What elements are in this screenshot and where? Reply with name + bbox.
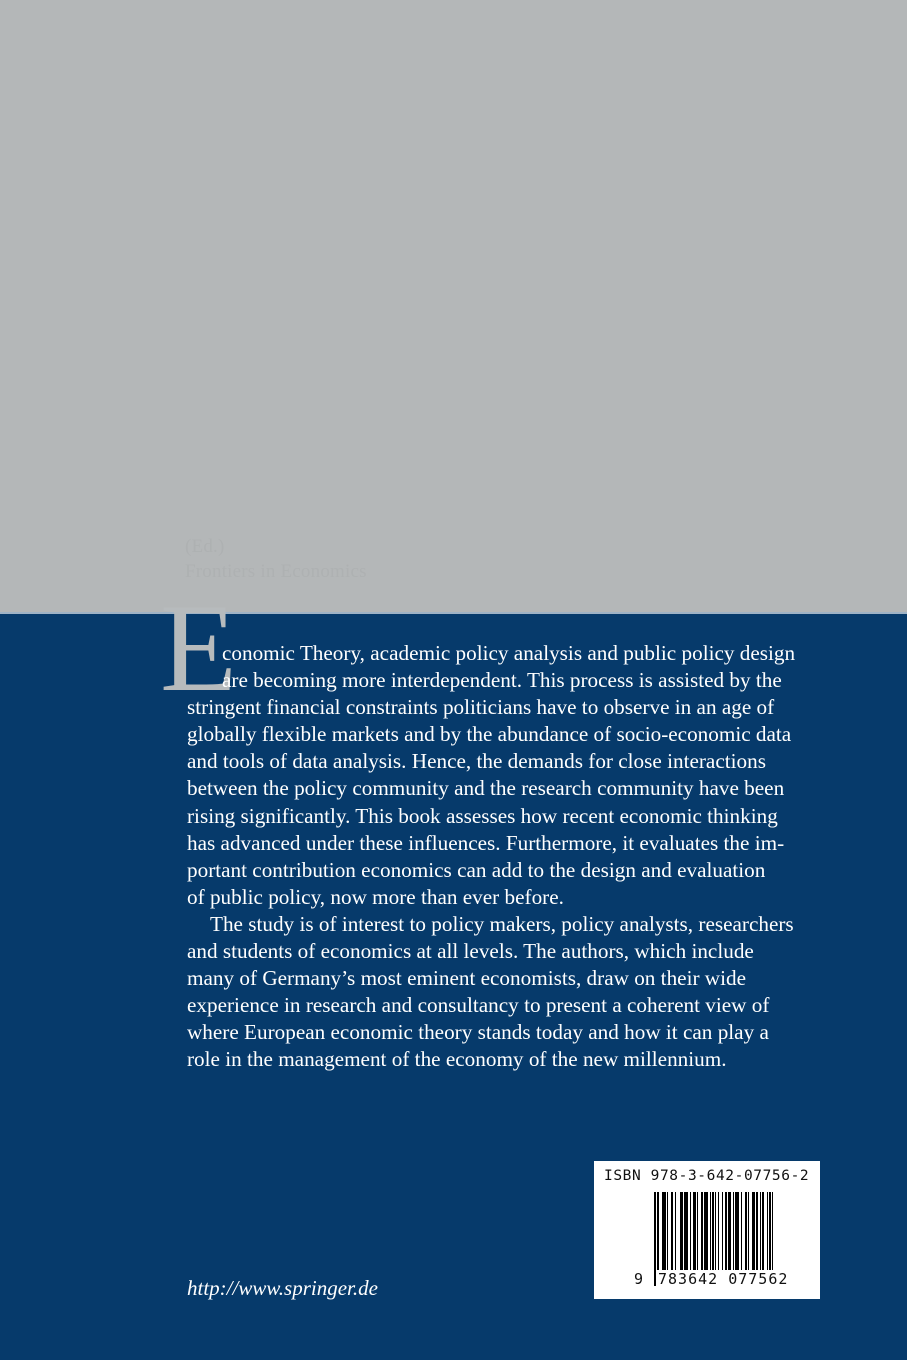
blurb-line: and tools of data analysis. Hence, the demands for close interactions xyxy=(187,749,766,774)
isbn-barcode xyxy=(594,1161,820,1299)
ean-rest-digits: 783642 077562 xyxy=(658,1270,789,1288)
blurb-line: between the policy community and the research community have been xyxy=(187,776,785,801)
blurb-paragraph-1 xyxy=(187,640,827,911)
blurb-line: has advanced under these influences. Furthermore, it evaluates the im- xyxy=(187,830,785,855)
ean-first-digit: 9 xyxy=(634,1270,644,1288)
blurb-line: many of Germany’s most eminent economists, draw on their wide xyxy=(187,966,746,991)
blurb-line: stringent financial constraints politicians have to observe in an age of xyxy=(187,695,775,720)
ghost-editor-line: (Ed.) xyxy=(185,536,225,557)
isbn-label: ISBN 978-3-642-07756-2 xyxy=(604,1168,810,1184)
blurb-line: and students of economics at all levels. The authors, which include xyxy=(187,939,754,964)
blurb-paragraph-2 xyxy=(187,911,827,1074)
dropcap-letter: E xyxy=(160,579,237,718)
blurb-line: rising significantly. This book assesses how recent economic thinking xyxy=(187,803,778,828)
blurb-line: of public policy, now more than ever before. xyxy=(187,884,564,909)
blurb-line: globally flexible markets and by the abundance of socio-economic data xyxy=(187,722,792,747)
ghost-series-line: Frontiers in Economics xyxy=(185,561,367,582)
blurb-line: experience in research and consultancy to present a coherent view of xyxy=(187,993,770,1018)
publisher-url-link[interactable]: http://www.springer.de xyxy=(187,1276,378,1300)
cover-top-panel xyxy=(0,0,907,613)
blurb-line: are becoming more interdependent. This process is assisted by the xyxy=(222,668,782,693)
blurb-line: where European economic theory stands today and how it can play a xyxy=(187,1020,769,1045)
blurb-text xyxy=(187,640,827,1074)
blurb-line: conomic Theory, academic policy analysis and public policy design xyxy=(222,641,796,665)
blurb-line: portant contribution economics can add to the design and evaluation xyxy=(187,857,766,882)
blurb-line: The study is of interest to policy makers, policy analysts, researchers xyxy=(210,911,794,936)
blurb-line: role in the management of the economy of the new millennium. xyxy=(187,1047,727,1072)
